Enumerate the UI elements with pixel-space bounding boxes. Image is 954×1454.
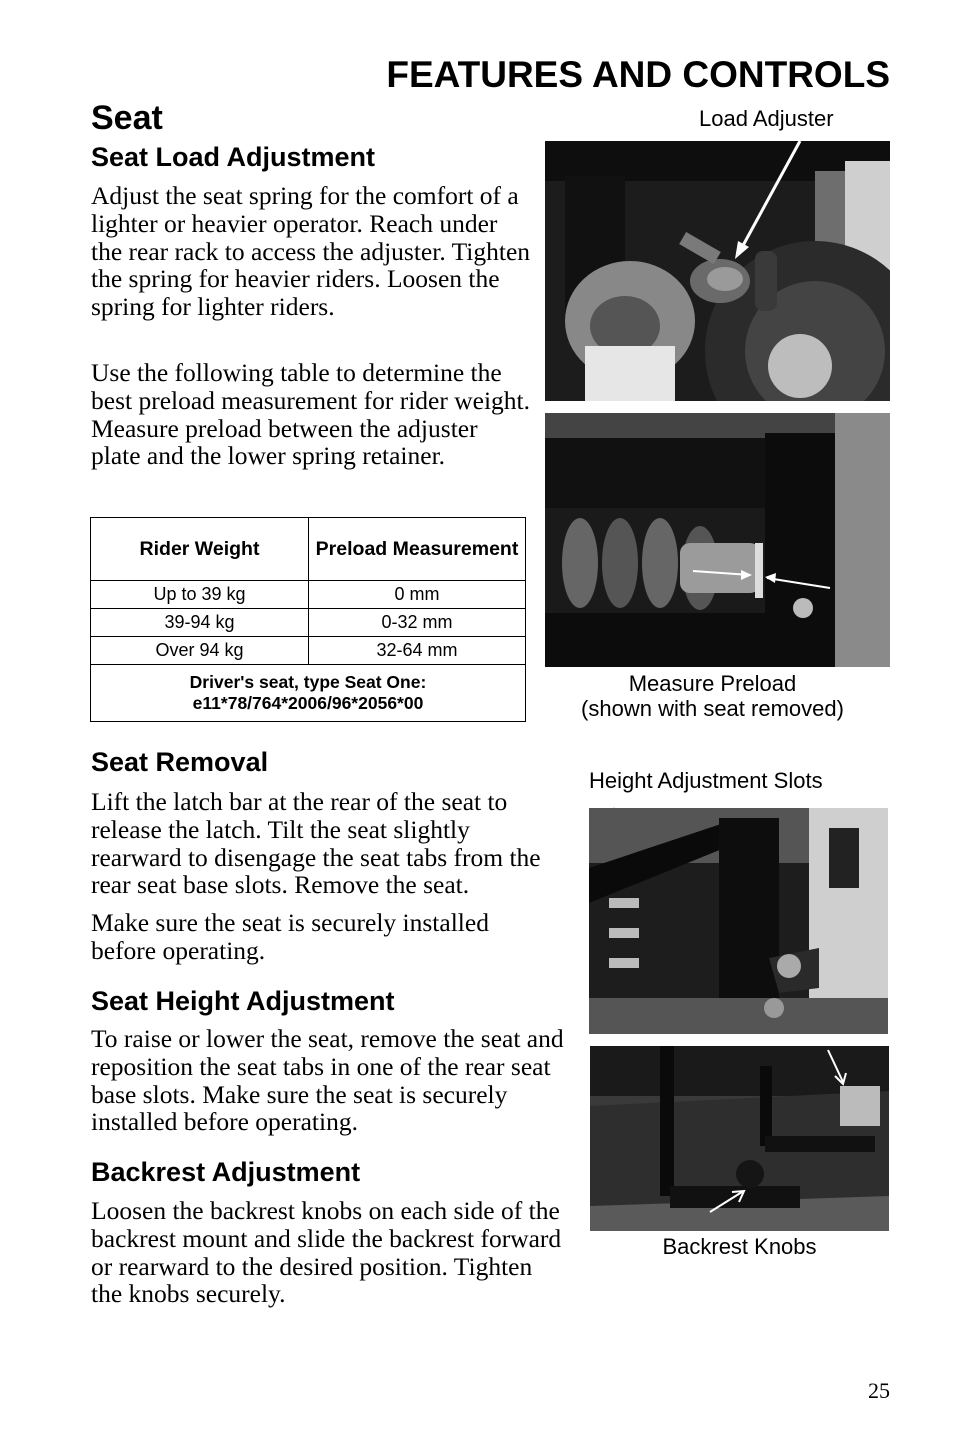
load-adjuster-label: Load Adjuster: [699, 106, 834, 131]
table-cell-preload: 0-32 mm: [309, 609, 526, 637]
measure-preload-caption-line-2: (shown with seat removed): [581, 696, 844, 721]
backrest-knobs-photo: [590, 1046, 889, 1231]
load-adjustment-paragraph-1: Adjust the seat spring for the comfort of a lighter or heavier operator. Reach under the rear rack to access the adjuster. Tighten the spring for heavier riders. Loosen the spring for lighter riders.: [91, 181, 531, 322]
page-number: 25: [868, 1378, 890, 1403]
load-adjuster-photo: [545, 141, 890, 401]
measure-preload-photo: [545, 413, 890, 667]
table-header-row: [91, 518, 526, 581]
table-row: [91, 637, 526, 665]
table-footer-row: [91, 665, 526, 722]
measure-preload-caption: [545, 671, 880, 721]
table-header-rider-weight: Rider Weight: [91, 518, 309, 581]
table-cell-weight: Up to 39 kg: [91, 581, 309, 609]
load-adjustment-paragraph-2: Use the following table to determine the best preload measurement for rider weight. Measure preload between the adjuster plate and the lower spring retainer.: [91, 358, 531, 471]
section-title: Seat: [91, 99, 163, 137]
table-cell-preload: 0 mm: [309, 581, 526, 609]
load-adjustment-heading: Seat Load Adjustment: [91, 142, 376, 172]
seat-height-paragraph: To raise or lower the seat, remove the seat and reposition the seat tabs in one of the rear seat base slots. Make sure the seat is securely installed before operating.: [91, 1024, 564, 1137]
measure-preload-caption-line-1: Measure Preload: [628, 671, 797, 696]
backrest-heading: Backrest Adjustment: [91, 1157, 361, 1187]
table-footer: [91, 665, 526, 722]
table-cell-weight: 39-94 kg: [91, 609, 309, 637]
preload-table: [90, 517, 526, 722]
seat-removal-heading: Seat Removal: [91, 747, 269, 777]
table-cell-weight: Over 94 kg: [91, 637, 309, 665]
height-slots-label: Height Adjustment Slots: [589, 768, 823, 793]
table-row: [91, 581, 526, 609]
seat-height-heading: Seat Height Adjustment: [91, 986, 395, 1016]
height-slots-photo: [589, 808, 888, 1034]
table-footer-line-1: Driver's seat, type Seat One:: [189, 672, 427, 692]
table-row: [91, 609, 526, 637]
seat-removal-paragraph-1: Lift the latch bar at the rear of the seat to release the latch. Tilt the seat slightly rearward to disengage the seat tabs from the rear seat base slots. Remove the seat.: [91, 787, 541, 900]
backrest-knobs-caption: Backrest Knobs: [662, 1234, 817, 1259]
table-header-preload: Preload Measurement: [309, 518, 526, 581]
seat-removal-paragraph-2: Make sure the seat is securely installed before operating.: [91, 908, 489, 965]
chapter-title: FEATURES AND CONTROLS: [386, 54, 890, 95]
backrest-paragraph: Loosen the backrest knobs on each side of the backrest mount and slide the backrest forward or rearward to the desired position. Tighten the knobs securely.: [91, 1196, 562, 1309]
table-footer-line-2: e11*78/764*2006/96*2056*00: [192, 693, 424, 713]
table-cell-preload: 32-64 mm: [309, 637, 526, 665]
